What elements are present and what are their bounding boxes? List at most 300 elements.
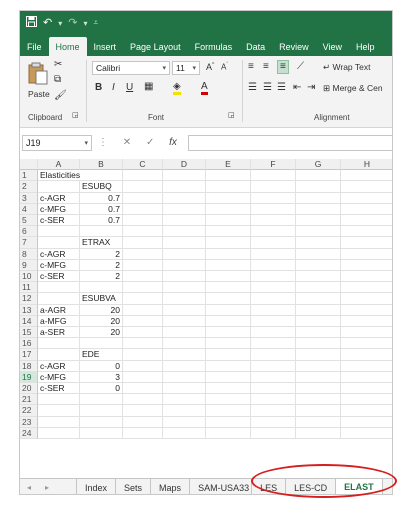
cell-empty[interactable] <box>163 193 206 204</box>
row-header[interactable]: 10 <box>20 271 38 282</box>
column-header-c[interactable]: C <box>123 159 163 170</box>
cell-empty[interactable] <box>296 249 341 260</box>
sheet-tab-index[interactable]: Index <box>76 479 116 495</box>
cell-empty[interactable] <box>123 260 163 271</box>
cell-empty[interactable] <box>163 260 206 271</box>
cell-empty[interactable] <box>123 316 163 327</box>
cell-empty[interactable] <box>206 170 251 181</box>
row-header[interactable]: 22 <box>20 405 38 416</box>
table-row <box>20 282 393 293</box>
cell-a[interactable]: c-MFG <box>38 204 80 215</box>
copy-icon[interactable]: ⧉ <box>54 74 62 85</box>
cell-empty[interactable] <box>251 204 296 215</box>
table-row <box>20 417 393 428</box>
row-header[interactable]: 1 <box>20 170 38 181</box>
cell-empty[interactable] <box>206 316 251 327</box>
tab-view[interactable]: View <box>322 41 342 52</box>
font-name-value: Calibri <box>96 63 121 73</box>
cell-empty[interactable] <box>163 282 206 293</box>
cell-empty[interactable] <box>123 349 163 360</box>
cell-a[interactable]: c-AGR <box>38 249 80 260</box>
cell-empty[interactable] <box>296 293 341 304</box>
font-size-value: 11 <box>176 63 185 73</box>
cell-empty[interactable] <box>341 338 393 349</box>
cell-empty[interactable] <box>206 372 251 383</box>
cell-empty[interactable] <box>163 417 206 428</box>
cell-empty[interactable] <box>123 361 163 372</box>
underline-icon[interactable]: U <box>126 82 134 93</box>
row-header[interactable]: 6 <box>20 226 38 237</box>
cell-empty[interactable] <box>163 405 206 416</box>
tab-help[interactable]: Help <box>356 41 375 52</box>
decrease-indent-icon[interactable]: ⇤ <box>293 82 302 93</box>
cell-empty[interactable] <box>296 338 341 349</box>
align-right-icon[interactable]: ☰ <box>277 82 286 93</box>
table-row <box>20 293 393 304</box>
cell-empty[interactable] <box>251 383 296 394</box>
bold-icon[interactable]: B <box>95 82 103 93</box>
table-row <box>20 271 393 282</box>
customize-qat-icon[interactable]: ⩡ <box>93 18 98 27</box>
column-header-b[interactable]: B <box>80 159 123 170</box>
cell-empty[interactable] <box>123 215 163 226</box>
cell-empty[interactable] <box>163 349 206 360</box>
orientation-icon[interactable]: ⟋ <box>297 61 304 72</box>
cell-empty[interactable] <box>296 316 341 327</box>
cell-empty[interactable] <box>251 417 296 428</box>
cell-empty[interactable] <box>296 260 341 271</box>
column-header-f[interactable]: F <box>251 159 296 170</box>
cell-empty[interactable] <box>206 271 251 282</box>
cell-empty[interactable] <box>251 361 296 372</box>
cell-empty[interactable] <box>251 428 296 439</box>
cell-empty[interactable] <box>251 394 296 405</box>
cell-empty[interactable] <box>123 193 163 204</box>
tab-file[interactable]: File <box>27 41 42 52</box>
cell-a[interactable]: c-MFG <box>38 372 80 383</box>
cell-empty[interactable] <box>251 327 296 338</box>
row-header[interactable]: 9 <box>20 260 38 271</box>
column-header-d[interactable]: D <box>163 159 206 170</box>
cell-empty[interactable] <box>163 170 206 181</box>
table-row <box>20 361 393 372</box>
cell-empty[interactable] <box>341 305 393 316</box>
cell-empty[interactable] <box>206 249 251 260</box>
row-header[interactable]: 12 <box>20 293 38 304</box>
cell-a[interactable]: a-MFG <box>38 316 80 327</box>
cell-empty[interactable] <box>251 316 296 327</box>
cell-empty[interactable] <box>123 282 163 293</box>
cell-empty[interactable] <box>251 405 296 416</box>
cell-empty[interactable] <box>206 394 251 405</box>
cell-empty[interactable] <box>163 181 206 192</box>
cell-empty[interactable] <box>341 215 393 226</box>
column-header-a[interactable]: A <box>38 159 80 170</box>
cell-empty[interactable] <box>296 383 341 394</box>
cell-empty[interactable] <box>206 428 251 439</box>
cell-empty[interactable] <box>251 372 296 383</box>
cell-a[interactable]: c-SER <box>38 383 80 394</box>
cell-a[interactable] <box>38 338 80 349</box>
cell-b[interactable]: 20 <box>80 316 123 327</box>
row-header[interactable]: 23 <box>20 417 38 428</box>
cell-empty[interactable] <box>341 170 393 181</box>
paste-icon[interactable] <box>28 62 48 90</box>
undo-icon[interactable]: ↶ <box>43 16 53 29</box>
cell-empty[interactable] <box>163 428 206 439</box>
cell-empty[interactable] <box>296 361 341 372</box>
cell-b[interactable]: 0.7 <box>80 215 123 226</box>
cell-empty[interactable] <box>123 204 163 215</box>
name-box-value: J19 <box>26 138 41 148</box>
cell-empty[interactable] <box>341 361 393 372</box>
cell-b[interactable] <box>80 338 123 349</box>
cell-a[interactable]: c-MFG <box>38 260 80 271</box>
clipboard-group-label: Clipboard <box>28 113 63 122</box>
cell-empty[interactable] <box>341 271 393 282</box>
row-header[interactable]: 16 <box>20 338 38 349</box>
cell-b[interactable] <box>80 417 123 428</box>
cell-b[interactable]: 0.7 <box>80 193 123 204</box>
cell-b[interactable]: ESUBQ <box>80 181 123 192</box>
cell-empty[interactable] <box>341 282 393 293</box>
row-header[interactable]: 11 <box>20 282 38 293</box>
cell-empty[interactable] <box>206 293 251 304</box>
column-header-row <box>20 159 393 170</box>
cell-empty[interactable] <box>163 204 206 215</box>
cell-empty[interactable] <box>341 293 393 304</box>
cell-a[interactable] <box>38 237 80 248</box>
row-header[interactable]: 21 <box>20 394 38 405</box>
cell-empty[interactable] <box>296 327 341 338</box>
cell-empty[interactable] <box>341 226 393 237</box>
sheet-tab-maps[interactable]: Maps <box>151 479 190 495</box>
cell-empty[interactable] <box>123 293 163 304</box>
fill-color-icon[interactable]: ◈ <box>173 82 181 95</box>
cell-empty[interactable] <box>251 237 296 248</box>
merge-center-button[interactable] <box>323 84 383 93</box>
cell-a[interactable]: Elasticities <box>40 170 81 181</box>
cell-empty[interactable] <box>251 349 296 360</box>
cell-empty[interactable] <box>123 226 163 237</box>
cell-empty[interactable] <box>296 181 341 192</box>
cell-empty[interactable] <box>206 305 251 316</box>
column-header-h[interactable]: H <box>341 159 393 170</box>
cell-b[interactable]: 2 <box>80 249 123 260</box>
top-align-icon[interactable]: ≡ <box>248 61 254 72</box>
table-row <box>20 193 393 204</box>
cell-empty[interactable] <box>296 405 341 416</box>
tab-formulas[interactable]: Formulas <box>194 41 233 52</box>
table-row <box>20 349 393 360</box>
cell-b[interactable]: 2 <box>80 260 123 271</box>
cell-a[interactable]: c-AGR <box>38 193 80 204</box>
cell-a[interactable]: a-SER <box>38 327 80 338</box>
cell-a[interactable] <box>38 349 80 360</box>
cell-empty[interactable] <box>163 394 206 405</box>
select-all-corner[interactable] <box>20 159 38 170</box>
cell-empty[interactable] <box>123 338 163 349</box>
row-header[interactable]: 7 <box>20 237 38 248</box>
cut-icon[interactable]: ✂ <box>54 59 63 70</box>
cancel-icon[interactable]: ✕ <box>122 137 132 148</box>
cell-b[interactable]: 20 <box>80 305 123 316</box>
row-header[interactable]: 4 <box>20 204 38 215</box>
cell-empty[interactable] <box>123 271 163 282</box>
sheet-tab-elast[interactable]: ELAST <box>336 479 383 495</box>
cell-empty[interactable] <box>163 226 206 237</box>
tab-insert[interactable]: Insert <box>93 41 117 52</box>
cell-empty[interactable] <box>163 271 206 282</box>
wrap-text-label: Wrap Text <box>332 62 371 72</box>
sheet-tab-sam-usa33[interactable]: SAM-USA33 <box>190 479 252 495</box>
cell-a[interactable] <box>38 428 80 439</box>
cell-empty[interactable] <box>123 428 163 439</box>
cell-b[interactable]: EDE <box>80 349 123 360</box>
row-header[interactable]: 8 <box>20 249 38 260</box>
cell-a[interactable]: a-AGR <box>38 305 80 316</box>
cell-empty[interactable] <box>206 417 251 428</box>
cell-empty[interactable] <box>296 428 341 439</box>
tab-data[interactable]: Data <box>246 41 266 52</box>
cell-empty[interactable] <box>206 327 251 338</box>
row-header[interactable]: 3 <box>20 193 38 204</box>
borders-icon[interactable]: ▦ <box>144 81 154 92</box>
tab-review[interactable]: Review <box>279 41 309 52</box>
decrease-font-icon[interactable]: $A^ˇ$ <box>221 62 229 72</box>
row-header[interactable]: 19 <box>20 372 38 383</box>
cell-empty[interactable] <box>296 226 341 237</box>
cell-a[interactable] <box>38 417 80 428</box>
ribbon-divider <box>86 60 87 122</box>
cell-empty[interactable] <box>341 327 393 338</box>
cell-empty[interactable] <box>163 316 206 327</box>
italic-icon[interactable]: I <box>112 82 115 93</box>
cell-b[interactable] <box>80 170 123 181</box>
align-center-icon[interactable]: ☰ <box>263 82 272 93</box>
sheet-tab-les[interactable]: LES <box>252 479 286 495</box>
cell-empty[interactable] <box>341 394 393 405</box>
row-header[interactable]: 13 <box>20 305 38 316</box>
cell-empty[interactable] <box>163 249 206 260</box>
cell-empty[interactable] <box>296 170 341 181</box>
font-size-select[interactable] <box>172 61 200 75</box>
cell-empty[interactable] <box>251 170 296 181</box>
cell-empty[interactable] <box>341 417 393 428</box>
cell-empty[interactable] <box>206 215 251 226</box>
cell-empty[interactable] <box>296 282 341 293</box>
paste-button-label[interactable]: Paste <box>28 89 50 99</box>
row-header[interactable]: 2 <box>20 181 38 192</box>
cell-b[interactable]: 0.7 <box>80 204 123 215</box>
cell-empty[interactable] <box>206 405 251 416</box>
cell-empty[interactable] <box>296 237 341 248</box>
cell-b[interactable] <box>80 394 123 405</box>
cell-empty[interactable] <box>123 237 163 248</box>
increase-indent-icon[interactable]: ⇥ <box>307 82 316 93</box>
cell-empty[interactable] <box>251 249 296 260</box>
cell-empty[interactable] <box>251 193 296 204</box>
cell-empty[interactable] <box>296 372 341 383</box>
row-header[interactable]: 15 <box>20 327 38 338</box>
cell-empty[interactable] <box>251 181 296 192</box>
tab-home[interactable]: Home <box>49 37 87 56</box>
format-painter-icon[interactable]: 🖌 <box>54 90 67 101</box>
cell-a[interactable] <box>38 282 80 293</box>
cell-a[interactable] <box>38 394 80 405</box>
cell-empty[interactable] <box>206 383 251 394</box>
cell-empty[interactable] <box>163 338 206 349</box>
column-header-e[interactable]: E <box>206 159 251 170</box>
cell-empty[interactable] <box>296 349 341 360</box>
cell-empty[interactable] <box>163 372 206 383</box>
cell-b[interactable] <box>80 226 123 237</box>
cell-a[interactable]: c-SER <box>38 215 80 226</box>
cell-empty[interactable] <box>206 204 251 215</box>
undo-dropdown-icon[interactable]: ▾ <box>58 18 63 28</box>
cell-empty[interactable] <box>163 383 206 394</box>
cell-empty[interactable] <box>251 338 296 349</box>
cell-a[interactable] <box>38 181 80 192</box>
align-left-icon[interactable]: ☰ <box>248 82 257 93</box>
column-header-g[interactable]: G <box>296 159 341 170</box>
cell-empty[interactable] <box>341 204 393 215</box>
cell-empty[interactable] <box>341 428 393 439</box>
redo-icon[interactable]: ↷ <box>68 16 78 29</box>
row-header[interactable]: 14 <box>20 316 38 327</box>
cell-empty[interactable] <box>296 204 341 215</box>
cell-b[interactable]: ETRAX <box>80 237 123 248</box>
middle-align-icon[interactable]: ≡ <box>263 61 269 72</box>
row-header[interactable]: 17 <box>20 349 38 360</box>
cell-empty[interactable] <box>163 237 206 248</box>
cell-a[interactable] <box>38 226 80 237</box>
clipboard-launcher-icon[interactable]: ◲ <box>72 112 79 119</box>
cell-empty[interactable] <box>206 193 251 204</box>
wrap-text-button[interactable] <box>323 63 370 72</box>
cell-empty[interactable] <box>163 215 206 226</box>
cell-empty[interactable] <box>123 181 163 192</box>
bottom-align-icon[interactable]: ≡ <box>277 60 289 74</box>
cell-b[interactable]: 0 <box>80 361 123 372</box>
cell-empty[interactable] <box>123 417 163 428</box>
cell-empty[interactable] <box>251 215 296 226</box>
cell-empty[interactable] <box>341 237 393 248</box>
sheet-tab-sets[interactable]: Sets <box>116 479 151 495</box>
cell-empty[interactable] <box>206 361 251 372</box>
formula-input[interactable] <box>188 135 393 151</box>
tab-page-layout[interactable]: Page Layout <box>130 41 181 52</box>
cell-empty[interactable] <box>341 372 393 383</box>
font-color-icon[interactable]: A <box>201 82 208 95</box>
scroll-right-icon[interactable]: ▸ <box>44 483 49 492</box>
cell-empty[interactable] <box>296 305 341 316</box>
cell-empty[interactable] <box>341 316 393 327</box>
cell-a[interactable] <box>38 293 80 304</box>
cell-empty[interactable] <box>163 293 206 304</box>
ribbon-divider <box>242 60 243 122</box>
cell-b[interactable]: 2 <box>80 271 123 282</box>
cell-b[interactable]: 0 <box>80 383 123 394</box>
cell-a[interactable]: c-SER <box>38 271 80 282</box>
sheet-tab-les-cd[interactable]: LES-CD <box>286 479 336 495</box>
cell-empty[interactable] <box>123 249 163 260</box>
name-box[interactable] <box>22 135 92 151</box>
cell-empty[interactable] <box>251 305 296 316</box>
cell-empty[interactable] <box>163 361 206 372</box>
cell-a[interactable]: c-AGR <box>38 361 80 372</box>
cell-empty[interactable] <box>163 327 206 338</box>
cell-b[interactable] <box>80 405 123 416</box>
cell-empty[interactable] <box>341 249 393 260</box>
cell-empty[interactable] <box>206 260 251 271</box>
cell-empty[interactable] <box>123 305 163 316</box>
excel-window <box>19 10 393 495</box>
cell-empty[interactable] <box>296 271 341 282</box>
cell-empty[interactable] <box>206 282 251 293</box>
cell-empty[interactable] <box>341 193 393 204</box>
redo-dropdown-icon[interactable]: ▾ <box>83 18 88 28</box>
cell-empty[interactable] <box>206 226 251 237</box>
cell-empty[interactable] <box>123 170 163 181</box>
cell-empty[interactable] <box>251 271 296 282</box>
cell-empty[interactable] <box>251 226 296 237</box>
cell-empty[interactable] <box>206 237 251 248</box>
enter-icon[interactable]: ✓ <box>145 137 155 148</box>
insert-function-icon[interactable]: fx <box>169 137 177 148</box>
cell-empty[interactable] <box>123 394 163 405</box>
cell-b[interactable] <box>80 428 123 439</box>
increase-font-icon[interactable]: A^ <box>206 62 215 72</box>
cell-b[interactable]: 3 <box>80 372 123 383</box>
cell-a[interactable] <box>38 405 80 416</box>
cell-empty[interactable] <box>296 417 341 428</box>
font-name-select[interactable] <box>92 61 170 75</box>
cell-empty[interactable] <box>296 394 341 405</box>
cell-empty[interactable] <box>206 349 251 360</box>
cell-empty[interactable] <box>206 338 251 349</box>
cell-empty[interactable] <box>206 181 251 192</box>
cell-empty[interactable] <box>341 349 393 360</box>
row-header[interactable]: 20 <box>20 383 38 394</box>
scroll-left-icon[interactable]: ◂ <box>26 483 31 492</box>
cell-empty[interactable] <box>163 305 206 316</box>
row-header[interactable]: 5 <box>20 215 38 226</box>
cell-empty[interactable] <box>296 193 341 204</box>
save-icon[interactable] <box>26 16 37 30</box>
cell-b[interactable] <box>80 282 123 293</box>
cell-b[interactable]: 20 <box>80 327 123 338</box>
cell-empty[interactable] <box>251 293 296 304</box>
cell-empty[interactable] <box>123 327 163 338</box>
cell-empty[interactable] <box>123 383 163 394</box>
cell-empty[interactable] <box>251 282 296 293</box>
table-row <box>20 305 393 316</box>
cell-empty[interactable] <box>123 405 163 416</box>
row-header[interactable]: 24 <box>20 428 38 439</box>
cell-empty[interactable] <box>341 181 393 192</box>
font-launcher-icon[interactable]: ◲ <box>228 112 235 119</box>
cell-empty[interactable] <box>296 215 341 226</box>
cell-empty[interactable] <box>341 383 393 394</box>
cell-empty[interactable] <box>251 260 296 271</box>
cell-empty[interactable] <box>341 405 393 416</box>
cell-empty[interactable] <box>341 260 393 271</box>
row-header[interactable]: 18 <box>20 361 38 372</box>
formula-bar <box>20 133 393 153</box>
cell-empty[interactable] <box>123 372 163 383</box>
cell-b[interactable]: ESUBVA <box>80 293 123 304</box>
